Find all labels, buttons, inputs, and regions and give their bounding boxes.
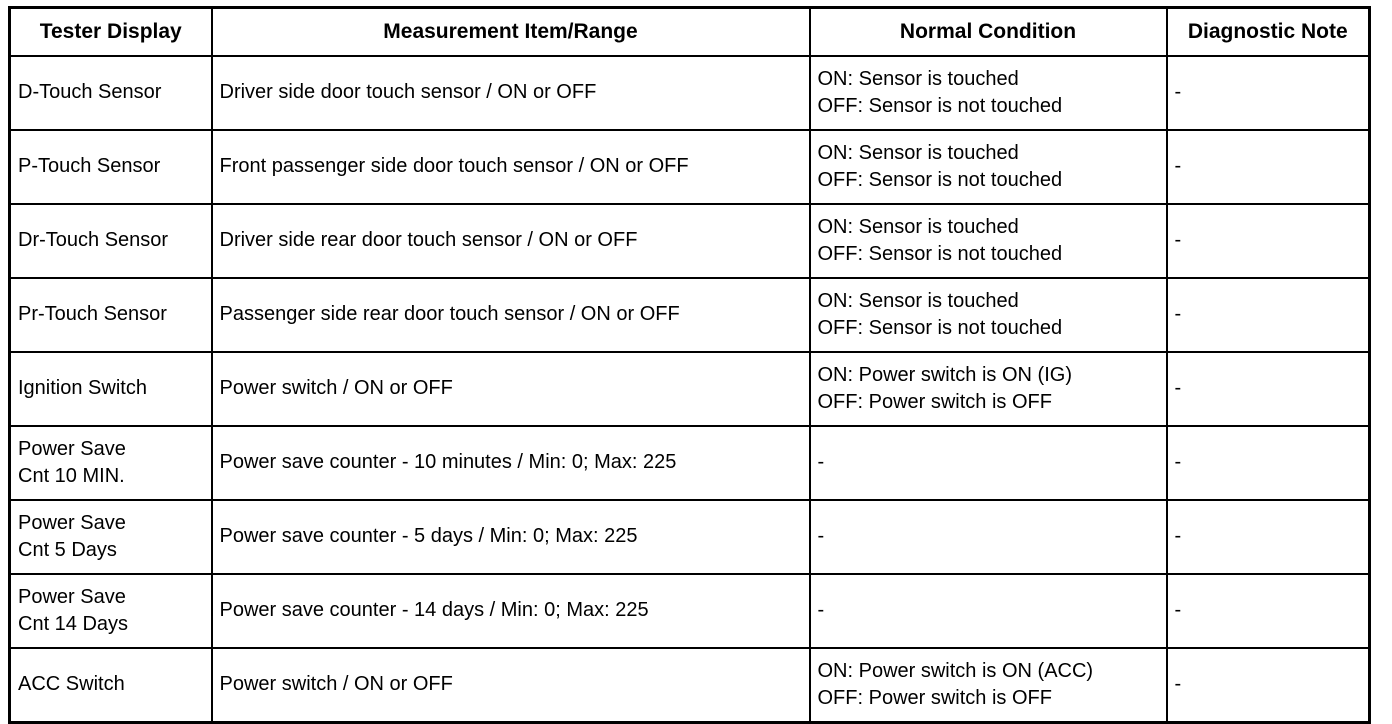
cell-diagnostic-note xyxy=(1167,204,1370,278)
table-row xyxy=(10,648,1370,723)
cell-text-line: Power save counter - 14 days / Min: 0; Max: 225 xyxy=(219,599,649,622)
cell-tester-display xyxy=(10,56,212,130)
cell-text-line: - xyxy=(1174,81,1182,104)
cell-text-line: OFF: Power switch is OFF xyxy=(817,391,1052,413)
cell-diagnostic-note xyxy=(1167,648,1370,723)
cell-measurement-item-range xyxy=(212,574,810,648)
cell-text-line: P-Touch Sensor xyxy=(18,155,161,178)
cell-diagnostic-note xyxy=(1167,56,1370,130)
cell-normal-condition xyxy=(810,204,1167,278)
cell-diagnostic-note xyxy=(1167,130,1370,204)
cell-text-line: Ignition Switch xyxy=(18,377,147,400)
table-row xyxy=(10,574,1370,648)
cell-text-line: Cnt 5 Days xyxy=(18,539,117,561)
table-row xyxy=(10,426,1370,500)
cell-text-line: ON: Sensor is touched xyxy=(817,141,1019,164)
cell-diagnostic-note xyxy=(1167,278,1370,352)
table-header-row xyxy=(10,8,1370,57)
cell-text-line: - xyxy=(1174,599,1182,622)
cell-text-line: ON: Sensor is touched xyxy=(817,67,1019,90)
cell-text-line: - xyxy=(1174,155,1182,178)
cell-text-line: ON: Power switch is ON (ACC) xyxy=(817,659,1094,682)
table-row xyxy=(10,204,1370,278)
cell-normal-condition xyxy=(810,278,1167,352)
data-list-table xyxy=(8,6,1371,724)
cell-diagnostic-note xyxy=(1167,500,1370,574)
cell-text-line: - xyxy=(817,451,825,474)
cell-tester-display xyxy=(10,648,212,723)
cell-tester-display xyxy=(10,130,212,204)
cell-normal-condition xyxy=(810,56,1167,130)
cell-diagnostic-note xyxy=(1167,574,1370,648)
cell-measurement-item-range xyxy=(212,278,810,352)
column-header-tester-display: Tester Display xyxy=(10,8,212,57)
cell-measurement-item-range xyxy=(212,500,810,574)
cell-measurement-item-range xyxy=(212,204,810,278)
column-header-measurement-item-range: Measurement Item/Range xyxy=(212,8,810,57)
cell-normal-condition xyxy=(810,426,1167,500)
cell-text-line: - xyxy=(1174,525,1182,548)
cell-text-line: OFF: Sensor is not touched xyxy=(817,169,1063,191)
cell-text-line: Power switch / ON or OFF xyxy=(219,673,453,696)
table-row xyxy=(10,56,1370,130)
cell-text-line: - xyxy=(1174,673,1182,696)
cell-text-line: OFF: Sensor is not touched xyxy=(817,243,1063,265)
cell-text-line: Cnt 10 MIN. xyxy=(18,465,125,487)
cell-normal-condition xyxy=(810,574,1167,648)
cell-normal-condition xyxy=(810,500,1167,574)
cell-text-line: Passenger side rear door touch sensor / ON or OFF xyxy=(219,303,680,326)
cell-text-line: - xyxy=(817,599,825,622)
cell-text-line: Driver side door touch sensor / ON or OFF xyxy=(219,81,597,104)
cell-tester-display xyxy=(10,426,212,500)
table-row xyxy=(10,130,1370,204)
cell-text-line: Cnt 14 Days xyxy=(18,613,129,635)
cell-text-line: OFF: Sensor is not touched xyxy=(817,95,1063,117)
cell-text-line: - xyxy=(1174,451,1182,474)
cell-text-line: OFF: Sensor is not touched xyxy=(817,317,1063,339)
cell-text-line: Power Save xyxy=(18,437,126,460)
cell-text-line: OFF: Power switch is OFF xyxy=(817,687,1052,709)
cell-text-line: ON: Sensor is touched xyxy=(817,289,1019,312)
cell-text-line: Power save counter - 5 days / Min: 0; Max: 225 xyxy=(219,525,638,548)
document-page xyxy=(0,6,1392,712)
table-header xyxy=(10,8,1370,57)
cell-text-line: D-Touch Sensor xyxy=(18,81,162,104)
cell-text-line: Front passenger side door touch sensor / ON or OFF xyxy=(219,155,689,178)
cell-text-line: Dr-Touch Sensor xyxy=(18,229,169,252)
table-row xyxy=(10,500,1370,574)
cell-text-line: Pr-Touch Sensor xyxy=(18,303,167,326)
cell-text-line: Power Save xyxy=(18,511,126,534)
cell-normal-condition xyxy=(810,648,1167,723)
cell-text-line: ON: Power switch is ON (IG) xyxy=(817,363,1072,386)
cell-normal-condition xyxy=(810,352,1167,426)
cell-diagnostic-note xyxy=(1167,426,1370,500)
cell-text-line: - xyxy=(1174,229,1182,252)
cell-tester-display xyxy=(10,574,212,648)
cell-measurement-item-range xyxy=(212,648,810,723)
cell-text-line: - xyxy=(1174,303,1182,326)
cell-measurement-item-range xyxy=(212,426,810,500)
cell-text-line: Power switch / ON or OFF xyxy=(219,377,453,400)
column-header-diagnostic-note: Diagnostic Note xyxy=(1167,8,1370,57)
cell-tester-display xyxy=(10,352,212,426)
cell-measurement-item-range xyxy=(212,352,810,426)
cell-normal-condition xyxy=(810,130,1167,204)
cell-measurement-item-range xyxy=(212,130,810,204)
table-row xyxy=(10,352,1370,426)
cell-diagnostic-note xyxy=(1167,352,1370,426)
cell-text-line: Power save counter - 10 minutes / Min: 0; Max: 225 xyxy=(219,451,677,474)
cell-text-line: Power Save xyxy=(18,585,126,608)
cell-text-line: Driver side rear door touch sensor / ON or OFF xyxy=(219,229,638,252)
column-header-normal-condition: Normal Condition xyxy=(810,8,1167,57)
cell-tester-display xyxy=(10,204,212,278)
table-body xyxy=(10,56,1370,723)
cell-text-line: ACC Switch xyxy=(18,673,125,696)
cell-text-line: ON: Sensor is touched xyxy=(817,215,1019,238)
cell-text-line: - xyxy=(1174,377,1182,400)
cell-tester-display xyxy=(10,500,212,574)
cell-measurement-item-range xyxy=(212,56,810,130)
cell-text-line: - xyxy=(817,525,825,548)
cell-tester-display xyxy=(10,278,212,352)
table-row xyxy=(10,278,1370,352)
